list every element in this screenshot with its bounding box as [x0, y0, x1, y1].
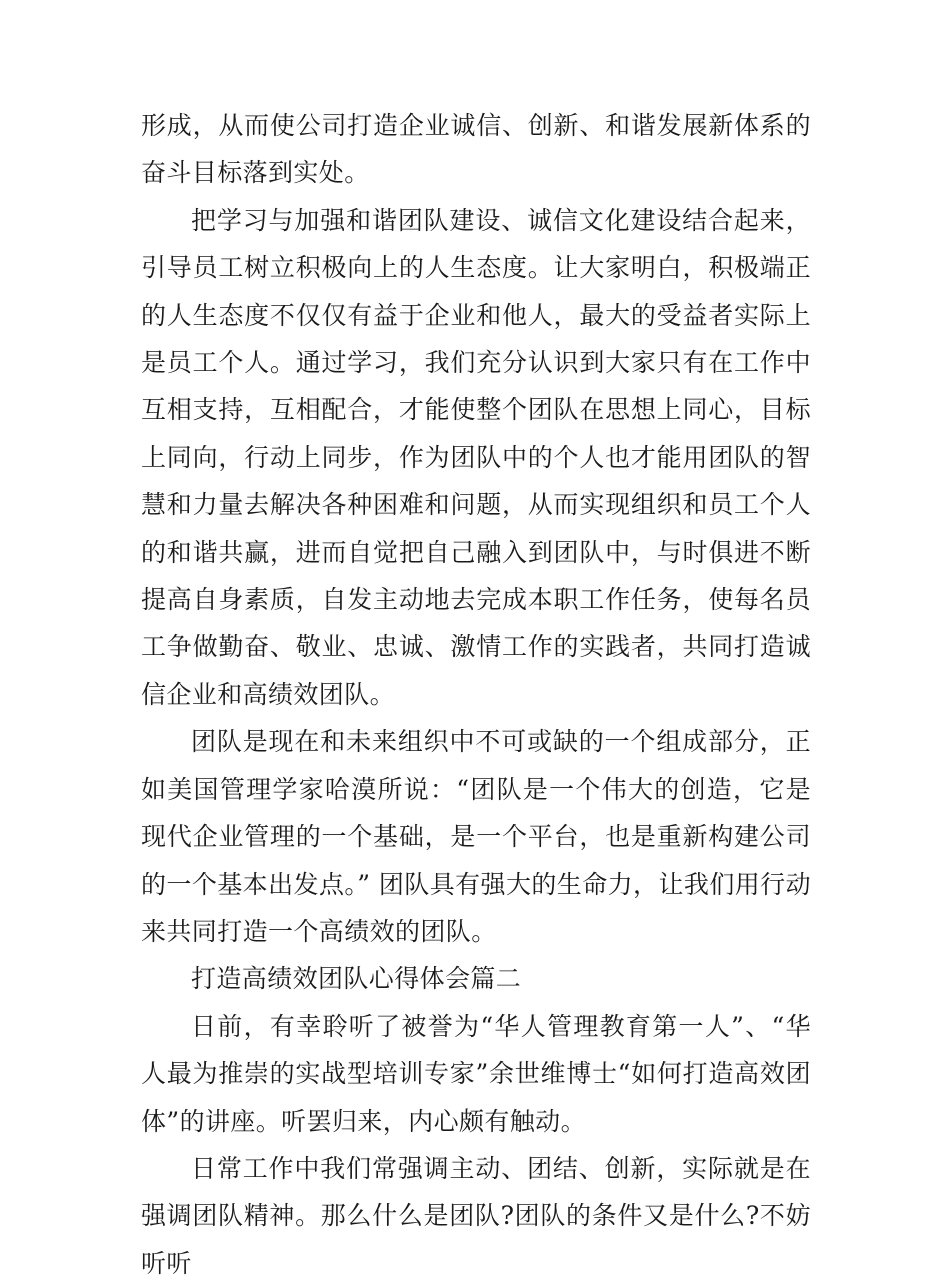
- paragraph-3: 团队是现在和未来组织中不可或缺的一个组成部分，正如美国管理学家哈漠所说：“团队是一个伟大的创造，它是现代企业管理的一个基础，是一个平台，也是重新构建公司的一个基本出发点。” 团队具有强大的生命力，让我们用行动来共同打造一个高绩效的团队。: [141, 727, 811, 946]
- paragraph-2: 把学习与加强和谐团队建设、诚信文化建设结合起来，引导员工树立积极向上的人生态度。让大家明白，积极端正的人生态度不仅仅有益于企业和他人，最大的受益者实际上是员工个人。通过学习，我们充分认识到大家只有在工作中互相支持，互相配合，才能使整个团队在思想上同心，目标上同向，行动上同步，作为团队中的个人也才能用团队的智慧和力量去解决各种困难和问题，从而实现组织和员工个人的和谐共赢，进而自觉把自己融入到团队中，与时俱进不断提高自身素质，自发主动地去完成本职工作任务，使每名员工争做勤奋、敬业、忠诚、激情工作的实践者，共同打造诚信企业和高绩效团队。: [141, 205, 811, 709]
- paragraph-4: 日前，有幸聆听了被誉为“华人管理教育第一人”、“华人最为推崇的实战型培训专家”余世维博士“如何打造高效团体”的讲座。听罢归来，内心颇有触动。: [141, 1011, 811, 1136]
- document-body: [141, 102, 811, 1287]
- section-heading: 打造高绩效团队心得体会篇二: [191, 964, 522, 994]
- paragraph-1: 形成，从而使公司打造企业诚信、创新、和谐发展新体系的奋斗目标落到实处。: [141, 111, 811, 188]
- paragraph-5: 日常工作中我们常强调主动、团结、创新，实际就是在强调团队精神。那么什么是团队?团队的条件又是什么?不妨听听: [141, 1153, 811, 1278]
